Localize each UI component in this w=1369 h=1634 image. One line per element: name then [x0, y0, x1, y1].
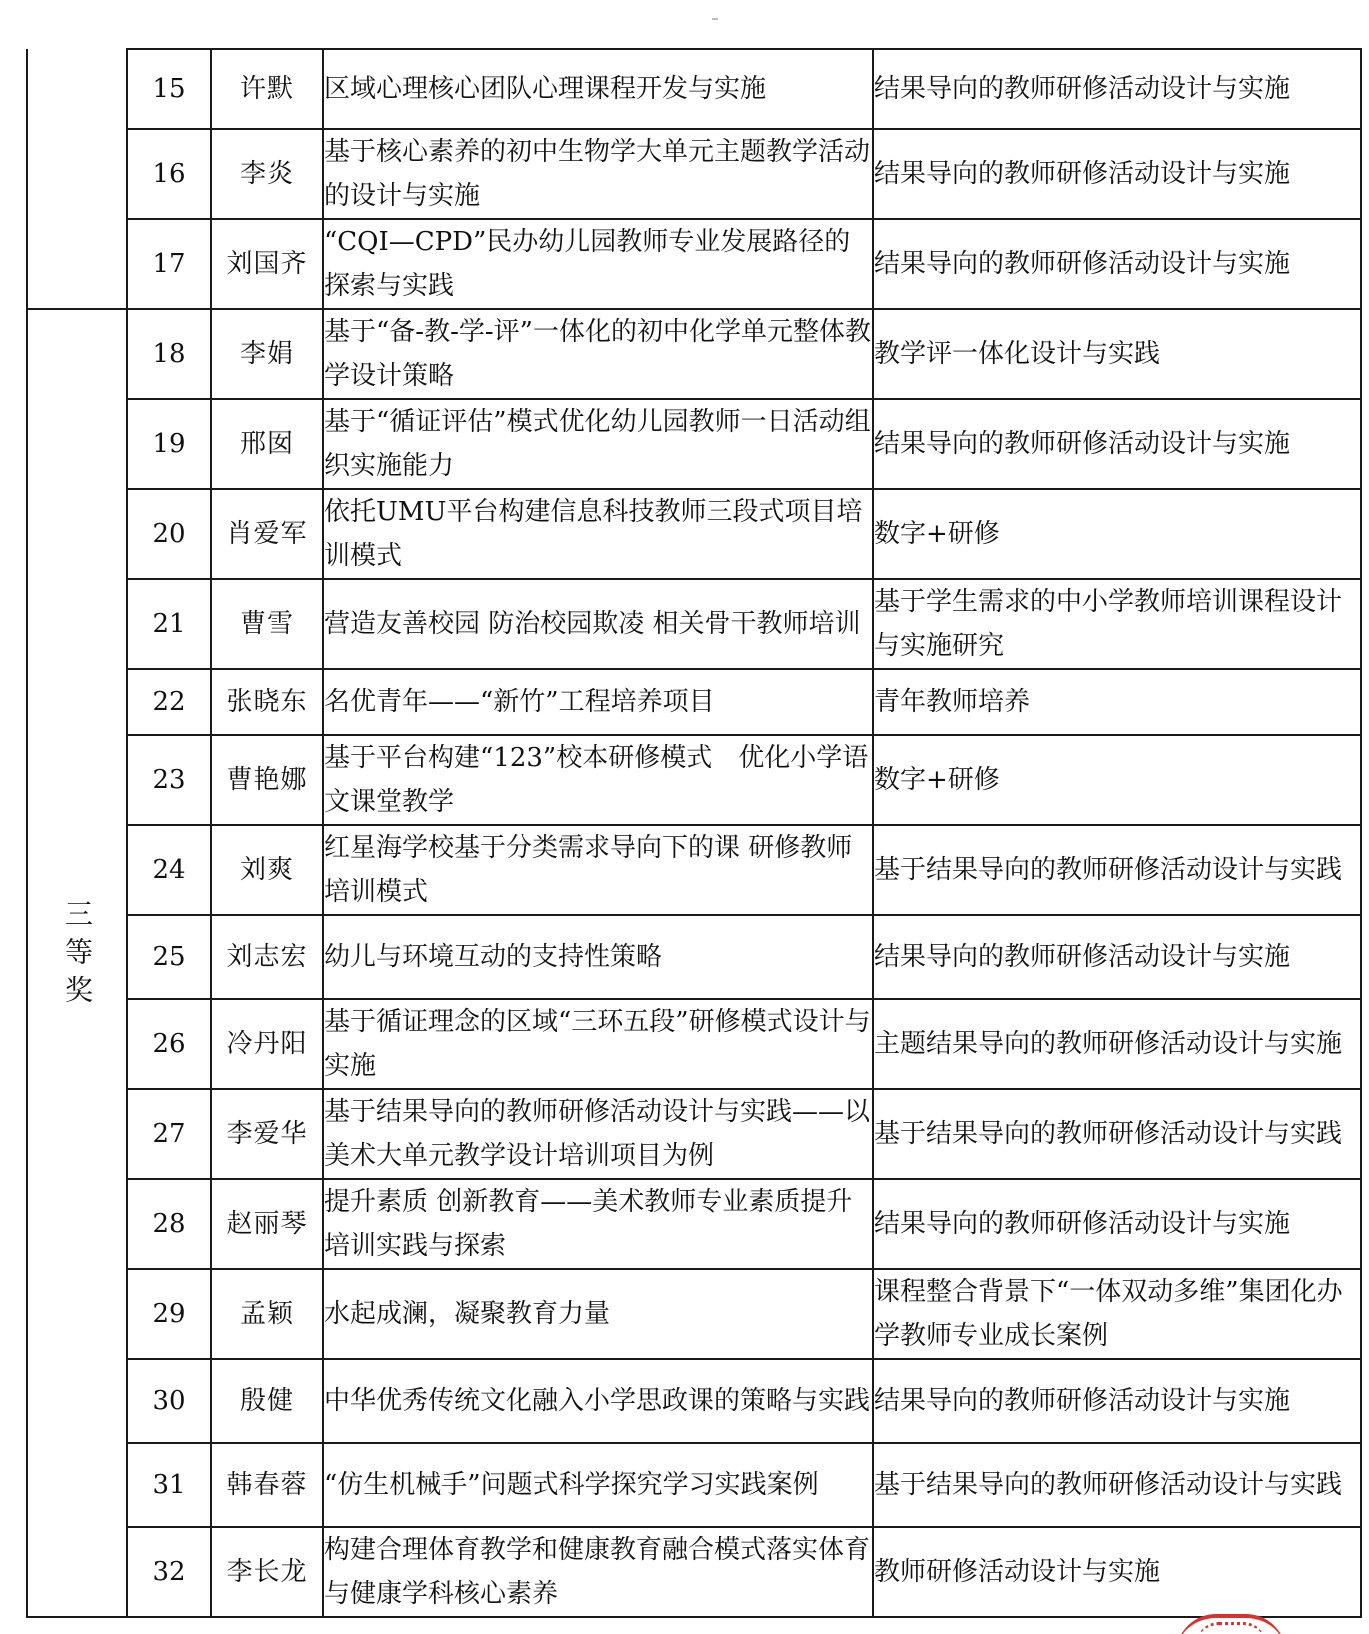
row-number: 26	[127, 999, 211, 1089]
author-name: 曹雪	[211, 579, 323, 669]
research-theme: 基于结果导向的教师研修活动设计与实践	[873, 825, 1361, 915]
project-title: 构建合理体育教学和健康教育融合模式落实体育与健康学科核心素养	[323, 1527, 873, 1617]
project-title: 水起成澜，凝聚教育力量	[323, 1269, 873, 1359]
row-number: 29	[127, 1269, 211, 1359]
award-grade-label: 三等奖	[61, 899, 94, 1013]
row-number: 24	[127, 825, 211, 915]
project-title: 提升素质 创新教育——美术教师专业素质提升培训实践与探索	[323, 1179, 873, 1269]
project-title: 基于“备-教-学-评”一体化的初中化学单元整体教学设计策略	[323, 309, 873, 399]
project-title: 中华优秀传统文化融入小学思政课的策略与实践	[323, 1359, 873, 1443]
author-name: 李娟	[211, 309, 323, 399]
research-theme: 课程整合背景下“一体双动多维”集团化办学教师专业成长案例	[873, 1269, 1361, 1359]
research-theme: 结果导向的教师研修活动设计与实施	[873, 399, 1361, 489]
project-title: 基于平台构建“123”校本研修模式 优化小学语文课堂教学	[323, 735, 873, 825]
author-name: 殷健	[211, 1359, 323, 1443]
awards-table	[26, 48, 1362, 1618]
awards-table-body	[27, 49, 1361, 1617]
author-name: 李爱华	[211, 1089, 323, 1179]
table-row	[27, 309, 1361, 399]
research-theme: 结果导向的教师研修活动设计与实施	[873, 219, 1361, 309]
table-row	[27, 579, 1361, 669]
research-theme: 结果导向的教师研修活动设计与实施	[873, 915, 1361, 999]
table-row	[27, 219, 1361, 309]
project-title: “CQI—CPD”民办幼儿园教师专业发展路径的探索与实践	[323, 219, 873, 309]
project-title: 幼儿与环境互动的支持性策略	[323, 915, 873, 999]
table-row	[27, 129, 1361, 219]
award-grade-cell	[27, 49, 127, 309]
project-title: 名优青年——“新竹”工程培养项目	[323, 669, 873, 735]
research-theme: 基于结果导向的教师研修活动设计与实践	[873, 1443, 1361, 1527]
author-name: 肖爱军	[211, 489, 323, 579]
author-name: 冷丹阳	[211, 999, 323, 1089]
row-number: 27	[127, 1089, 211, 1179]
author-name: 张晓东	[211, 669, 323, 735]
research-theme: 数字+研修	[873, 489, 1361, 579]
row-number: 32	[127, 1527, 211, 1617]
row-number: 23	[127, 735, 211, 825]
project-title: 基于“循证评估”模式优化幼儿园教师一日活动组织实施能力	[323, 399, 873, 489]
table-row	[27, 1179, 1361, 1269]
table-row	[27, 735, 1361, 825]
project-title: 基于结果导向的教师研修活动设计与实践——以美术大单元教学设计培训项目为例	[323, 1089, 873, 1179]
row-number: 21	[127, 579, 211, 669]
row-number: 30	[127, 1359, 211, 1443]
research-theme: 基于学生需求的中小学教师培训课程设计与实施研究	[873, 579, 1361, 669]
project-title: “仿生机械手”问题式科学探究学习实践案例	[323, 1443, 873, 1527]
author-name: 李长龙	[211, 1527, 323, 1617]
research-theme: 青年教师培养	[873, 669, 1361, 735]
row-number: 31	[127, 1443, 211, 1527]
research-theme: 结果导向的教师研修活动设计与实施	[873, 1179, 1361, 1269]
table-row	[27, 1359, 1361, 1443]
research-theme: 教学评一体化设计与实践	[873, 309, 1361, 399]
award-grade-cell	[27, 309, 127, 1617]
author-name: 孟颖	[211, 1269, 323, 1359]
research-theme: 结果导向的教师研修活动设计与实施	[873, 1359, 1361, 1443]
table-row	[27, 915, 1361, 999]
project-title: 红星海学校基于分类需求导向下的课 研修教师培训模式	[323, 825, 873, 915]
row-number: 17	[127, 219, 211, 309]
row-number: 22	[127, 669, 211, 735]
author-name: 李炎	[211, 129, 323, 219]
project-title: 营造友善校园 防治校园欺凌 相关骨干教师培训	[323, 579, 873, 669]
table-row	[27, 999, 1361, 1089]
author-name: 赵丽琴	[211, 1179, 323, 1269]
table-row	[27, 1269, 1361, 1359]
row-number: 28	[127, 1179, 211, 1269]
author-name: 刘国齐	[211, 219, 323, 309]
row-number: 16	[127, 129, 211, 219]
table-row	[27, 825, 1361, 915]
scan-mark	[712, 18, 718, 20]
project-title: 依托UMU平台构建信息科技教师三段式项目培训模式	[323, 489, 873, 579]
table-row	[27, 1527, 1361, 1617]
author-name: 邢囡	[211, 399, 323, 489]
author-name: 韩春蓉	[211, 1443, 323, 1527]
row-number: 15	[127, 49, 211, 129]
research-theme: 主题结果导向的教师研修活动设计与实施	[873, 999, 1361, 1089]
author-name: 刘志宏	[211, 915, 323, 999]
row-number: 20	[127, 489, 211, 579]
table-row	[27, 49, 1361, 129]
table-row	[27, 1443, 1361, 1527]
table-row	[27, 1089, 1361, 1179]
author-name: 曹艳娜	[211, 735, 323, 825]
project-title: 区域心理核心团队心理课程开发与实施	[323, 49, 873, 129]
research-theme: 教师研修活动设计与实施	[873, 1527, 1361, 1617]
row-number: 25	[127, 915, 211, 999]
author-name: 刘爽	[211, 825, 323, 915]
research-theme: 结果导向的教师研修活动设计与实施	[873, 49, 1361, 129]
research-theme: 数字+研修	[873, 735, 1361, 825]
project-title: 基于循证理念的区域“三环五段”研修模式设计与实施	[323, 999, 873, 1089]
table-row	[27, 669, 1361, 735]
row-number: 19	[127, 399, 211, 489]
author-name: 许默	[211, 49, 323, 129]
research-theme: 基于结果导向的教师研修活动设计与实践	[873, 1089, 1361, 1179]
research-theme: 结果导向的教师研修活动设计与实施	[873, 129, 1361, 219]
project-title: 基于核心素养的初中生物学大单元主题教学活动的设计与实施	[323, 129, 873, 219]
row-number: 18	[127, 309, 211, 399]
table-row	[27, 399, 1361, 489]
table-row	[27, 489, 1361, 579]
